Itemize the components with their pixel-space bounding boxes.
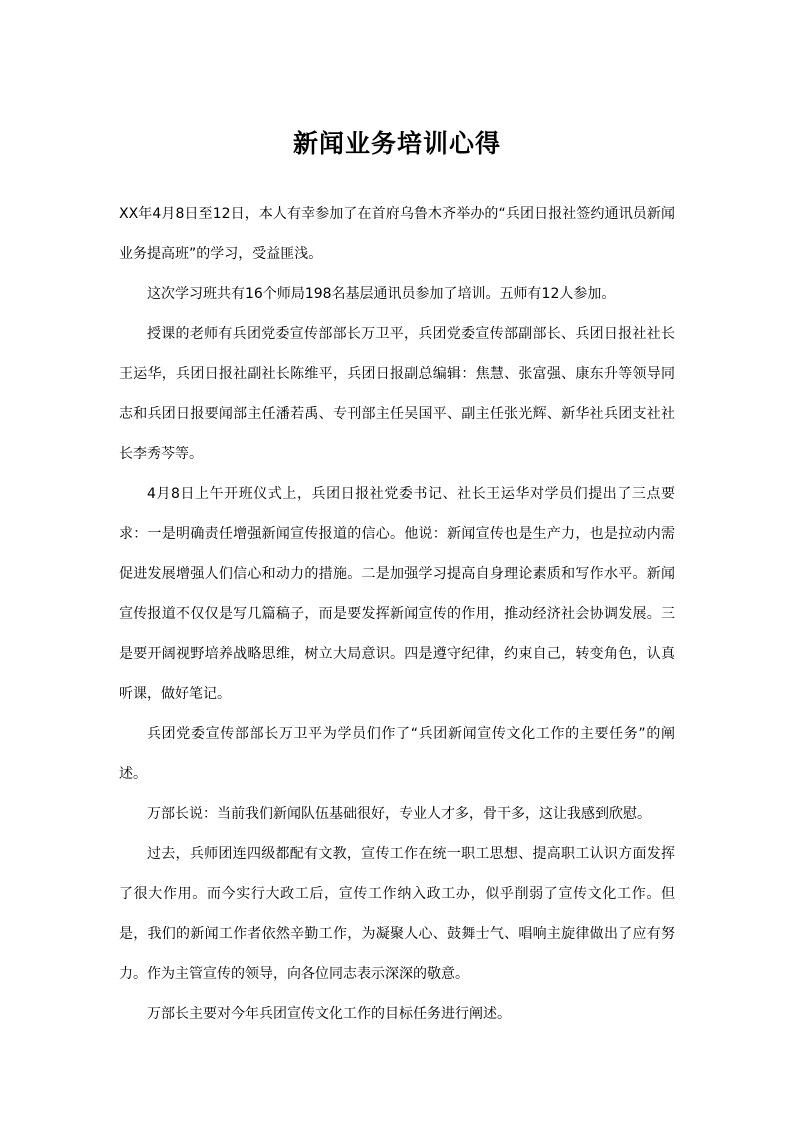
- paragraph-3: 授课的老师有兵团党委宣传部部长万卫平，兵团党委宣传部副部长、兵团日报社社长王运华，兵团日报社副社长陈维平，兵团日报副总编辑：焦慧、张富强、康东升等领导同志和兵团日报要闻部主任潘若禹、专刊部主任吴国平、副主任张光辉、新华社兵团支社社长李秀芩等。: [119, 326, 675, 462]
- paragraph-5: 兵团党委宣传部部长万卫平为学员们作了“兵团新闻宣传文化工作的主要任务”的阐述。: [119, 726, 675, 782]
- paragraph-8: 万部长主要对今年兵团宣传文化工作的目标任务进行阐述。: [147, 1006, 511, 1022]
- document-title: 新闻业务培训心得: [292, 129, 501, 158]
- paragraph-6: 万部长说：当前我们新闻队伍基础很好，专业人才多，骨干多，这让我感到欣慰。: [147, 806, 651, 822]
- paragraph-7: 过去，兵师团连四级都配有文教，宣传工作在统一职工思想、提高职工认识方面发挥了很大作用。而今实行大政工后，宣传工作纳入政工办，似乎削弱了宣传文化工作。但是，我们的新闻工作者依然辛勤工作，为凝聚人心、鼓舞士气、唱响主旋律做出了应有努力。作为主管宣传的领导，向各位同志表示深深的敬意。: [119, 846, 675, 982]
- paragraph-4: 4月8日上午开班仪式上，兵团日报社党委书记、社长王运华对学员们提出了三点要求：一是明确责任增强新闻宣传报道的信心。他说：新闻宣传也是生产力，也是拉动内需促进发展增强人们信心和动力的措施。二是加强学习提高自身理论素质和写作水平。新闻宣传报道不仅仅是写几篇稿子，而是要发挥新闻宣传的作用，推动经济社会协调发展。三是要开阔视野培养战略思维，树立大局意识。四是遵守纪律，约束自己，转变角色，认真听课，做好笔记。: [119, 486, 675, 702]
- paragraph-2: 这次学习班共有16个师局198名基层通讯员参加了培训。五师有12人参加。: [147, 286, 616, 302]
- document-body: [119, 194, 675, 1034]
- paragraph-1: XX年4月8日至12日，本人有幸参加了在首府乌鲁木齐举办的“兵团日报社签约通讯员新闻业务提高班”的学习，受益匪浅。: [119, 206, 675, 262]
